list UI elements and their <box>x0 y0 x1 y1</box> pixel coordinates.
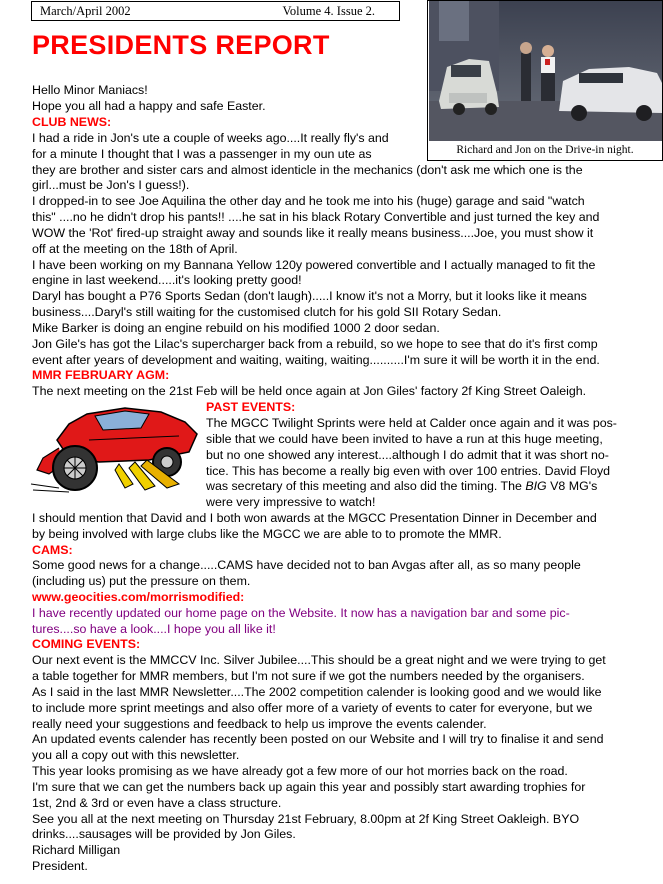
past-events-line: tice. This has become a really big even with over 100 entries. David Floyd <box>206 464 611 478</box>
club-news-line: Jon Gile's has got the Lilac's supercharger back from a rebuild, so we hope to see that do it's first comp <box>32 337 598 351</box>
club-news-line: this" ....no he didn't drop his pants!! ....he sat in his black Rotary Convertible and just turned the key and <box>32 210 600 224</box>
club-news-line: business....Daryl's still waiting for the customised clutch for his gold SII Rotary Sedan. <box>32 305 502 319</box>
past-events-line: The MGCC Twilight Sprints were held at Calder once again and it was pos- <box>206 416 617 430</box>
club-news-line: I dropped-in to see Joe Aquilina the other day and he took me into his (huge) garage and said "watch <box>32 194 585 208</box>
coming-events-line: drinks....sausages will be provided by Jon Giles. <box>32 827 296 841</box>
past-events-line <box>206 478 597 494</box>
club-news-line: Daryl has bought a P76 Sports Sedan (don't laugh).....I know it's not a Morry, but it looks like it means <box>32 289 587 303</box>
coming-events-line: really need your suggestions and feedback to help us improve the events calender. <box>32 717 487 731</box>
agm-line: The next meeting on the 21st Feb will be held once again at Jon Giles' factory 2f King Street Oaleigh. <box>32 384 587 398</box>
coming-events-line: a table together for MMR members, but I'm not sure if we got the numbers needed by the organisers. <box>32 669 585 683</box>
cams-line: (including us) put the pressure on them. <box>32 574 251 588</box>
coming-events-line: An updated events calender has recently been posted on our Website and I will try to finalise it and send <box>32 732 604 746</box>
club-news-line: I had a ride in Jon's ute a couple of weeks ago....It really fly's and <box>32 131 389 145</box>
coming-events-line: to include more sprint meetings and also offer more of a variety of events to cater for everyone, but we <box>32 701 593 715</box>
intro-line: Hello Minor Maniacs! <box>32 83 148 97</box>
emphasis-big: BIG <box>525 479 547 493</box>
heading-coming-events: COMING EVENTS: <box>32 637 141 651</box>
photo-caption: Richard and Jon on the Drive-in night. <box>456 144 634 156</box>
past-events-line: I should mention that David and I both won awards at the MGCC Presentation Dinner in December and <box>32 511 597 525</box>
club-news-line: event after years of development and waiting, waiting, waiting..........I'm sure it will be worth it in the end. <box>32 353 600 367</box>
coming-events-line: I'm sure that we can get the numbers back up again this year and possibly start awarding trophies for <box>32 780 586 794</box>
website-line: I have recently updated our home page on the Website. It now has a navigation bar and some pic- <box>32 606 570 620</box>
coming-events-line: See you all at the next meeting on Thursday 21st February, 8.00pm at 2f King Street Oakleigh. BYO <box>32 812 580 826</box>
heading-past-events: PAST EVENTS: <box>206 400 296 414</box>
past-events-line: were very impressive to watch! <box>206 495 376 509</box>
heading-agm: MMR FEBRUARY AGM: <box>32 368 170 382</box>
club-news-line: I have been working on my Bannana Yellow 120y powered convertible and I actually managed to fit the <box>32 258 596 272</box>
club-news-line: for a minute I thought that I was a passenger in my oun ute as <box>32 147 372 161</box>
signoff-title: President. <box>32 859 88 873</box>
page-title: PRESIDENTS REPORT <box>32 30 330 60</box>
drive-in-photo <box>427 0 663 161</box>
coming-events-line: As I said in the last MMR Newsletter....The 2002 competition calender is looking good and we would like <box>32 685 602 699</box>
heading-club-news: CLUB NEWS: <box>32 115 112 129</box>
club-news-line: WOW the 'Rot' fired-up straight away and sounds like it really means business....Joe, you must show it <box>32 226 594 240</box>
coming-events-line: This year looks promising as we have already got a few more of our hot morries back on the road. <box>32 764 568 778</box>
cams-line: Some good news for a change.....CAMS have decided not to ban Avgas after all, as so many people <box>32 558 581 572</box>
club-news-line: engine in last weekend.....it's looking pretty good! <box>32 273 302 287</box>
club-news-line: they are brother and sister cars and almost identicle in the mechanics (don't ask me which one is the <box>32 163 583 177</box>
past-events-line: by being involved with large clubs like the MGCC we are able to to promote the MMR. <box>32 527 502 541</box>
intro-line: Hope you all had a happy and safe Easter. <box>32 99 266 113</box>
coming-events-line: 1st, 2nd & 3rd or even have a class structure. <box>32 796 282 810</box>
website-line: tures....so have a look....I hope you all like it! <box>32 622 276 636</box>
coming-events-line: Our next event is the MMCCV Inc. Silver Jubilee....This should be a great night and we were trying to get <box>32 653 606 667</box>
signoff-name: Richard Milligan <box>32 843 121 857</box>
website-link[interactable]: www.geocities.com/morrismodified: <box>32 590 245 604</box>
club-news-line: girl...must be Jon's I guess!). <box>32 178 190 192</box>
heading-cams: CAMS: <box>32 543 73 557</box>
racing-car-illustration <box>29 400 201 496</box>
masthead <box>31 1 400 21</box>
past-events-line: but no one showed any interest....although I do admit that it was short no- <box>206 448 609 462</box>
issue-volume: Volume 4. Issue 2. <box>282 4 375 18</box>
coming-events-line: you all a copy out with this newsletter. <box>32 748 240 762</box>
past-events-line-end: V8 MG's <box>546 479 598 493</box>
past-events-line: sible that we could have been invited to have a run at this huge meeting, <box>206 432 603 446</box>
club-news-line: Mike Barker is doing an engine rebuild on his modified 1000 2 door sedan. <box>32 321 440 335</box>
past-events-line-start: was secretary of this meeting and also did the timing. The <box>206 479 526 493</box>
issue-date: March/April 2002 <box>40 4 131 18</box>
drive-in-photo-image <box>429 1 662 141</box>
club-news-line: off at the meeting on the 18th of April. <box>32 242 238 256</box>
